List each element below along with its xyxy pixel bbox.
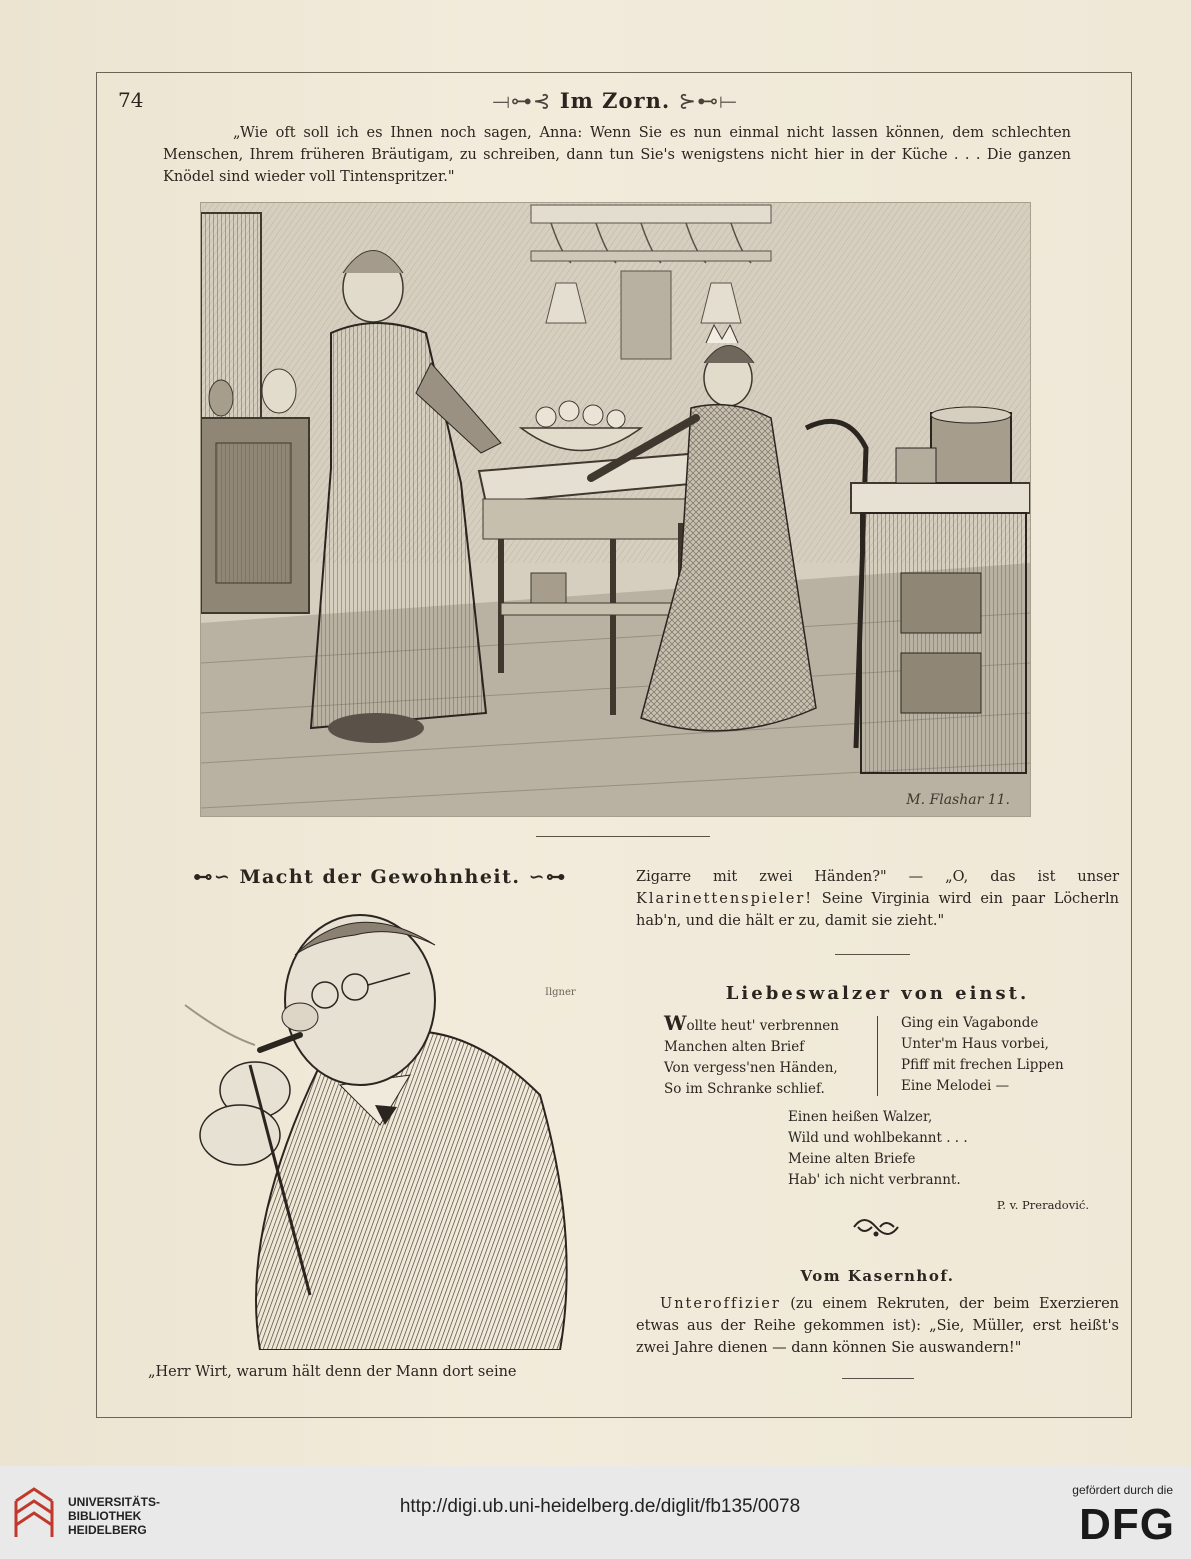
section-title bbox=[180, 866, 580, 888]
title-ornament-right: ⊱⊷⟝ bbox=[678, 89, 738, 113]
poem-line: Manchen alten Brief bbox=[664, 1039, 805, 1055]
section-ornament-right: ∽⊶ bbox=[528, 866, 567, 888]
anecdote-speaker: Unteroffizier bbox=[660, 1296, 781, 1312]
poem-line: So im Schranke schlief. bbox=[664, 1081, 825, 1097]
institution-name: UNIVERSITÄTS- BIBLIOTHEK HEIDELBERG bbox=[68, 1495, 161, 1537]
page-title bbox=[470, 88, 760, 114]
poem-stanza-2 bbox=[901, 1013, 1064, 1097]
kitchen-illustration bbox=[200, 202, 1031, 817]
title-text: Im Zorn. bbox=[559, 88, 671, 113]
cartoon-caption-start: „Herr Wirt, warum hält denn der Mann dort seine bbox=[148, 1364, 517, 1380]
divider-rule-3 bbox=[842, 1378, 914, 1379]
university-logo-icon bbox=[10, 1483, 60, 1543]
poem-line: Hab' ich nicht verbrannt. bbox=[788, 1172, 961, 1188]
page-number: 74 bbox=[118, 88, 144, 112]
cartoon-signature: Ilgner bbox=[545, 987, 576, 998]
smoker-drawing bbox=[160, 895, 600, 1350]
divider-rule-2 bbox=[835, 954, 910, 955]
stanza-divider bbox=[877, 1016, 878, 1096]
source-url-link[interactable]: http://digi.ub.uni-heidelberg.de/diglit/fb135/0078 bbox=[399, 1496, 801, 1517]
poem-line: Unter'm Haus vorbei, bbox=[901, 1036, 1049, 1052]
funded-by-label: gefördert durch die bbox=[1072, 1483, 1173, 1497]
divider-rule bbox=[536, 836, 710, 837]
anecdote-body: (zu einem Rekruten, der beim Exerzieren etwas aus der Reihe gekommen ist): „Sie, Müller, erst heißt's zwei Jahre dienen — dann können Sie auswandern!" bbox=[636, 1296, 1120, 1356]
poem-line: Eine Melodei — bbox=[901, 1078, 1010, 1094]
poem-line: Meine alten Briefe bbox=[788, 1151, 916, 1167]
section-title-text: Macht der Gewohnheit. bbox=[239, 866, 521, 888]
title-ornament-left: ⟞⊶⊰ bbox=[492, 89, 552, 113]
cartoon-caption-continued bbox=[636, 866, 1119, 932]
cartoon-illustration bbox=[160, 895, 600, 1350]
poem-author: P. v. Preradović. bbox=[996, 1198, 1089, 1212]
kitchen-scene-drawing bbox=[201, 203, 1030, 816]
poem-line: Wild und wohlbekannt . . . bbox=[788, 1130, 968, 1146]
poem-line: Ging ein Vagabonde bbox=[901, 1015, 1039, 1031]
illustration-signature: M. Flashar 11. bbox=[906, 792, 1010, 808]
anecdote-title: Vom Kasernhof. bbox=[800, 1267, 955, 1285]
fleuron-ornament bbox=[846, 1212, 906, 1242]
poem-line: Von vergess'nen Händen, bbox=[664, 1060, 838, 1076]
caption-rest: Seine Virginia wird ein paar Löcherln hab'n, und die hält er zu, damit sie zieht." bbox=[636, 891, 1120, 929]
poem-stanza-3 bbox=[788, 1107, 968, 1191]
drop-cap: W bbox=[664, 1011, 687, 1035]
section-ornament-left: ⊷∽ bbox=[193, 866, 232, 888]
dfg-logo: DFG bbox=[1079, 1500, 1175, 1549]
anecdote-text bbox=[636, 1293, 1119, 1359]
caption-lead: Zigarre mit zwei Händen?" — „O, das ist unser bbox=[636, 869, 1119, 885]
top-caption: „Wie oft soll ich es Ihnen noch sagen, Anna: Wenn Sie es nun einmal nicht lassen können, dem schlechten Menschen, Ihrem früheren Bräutigam, zu schreiben, dann tun Sie's wenigstens nicht hier in der Küche . . . Die ganzen Knödel sind wieder voll Tintenspritzer." bbox=[163, 125, 1071, 185]
poem-title: Liebeswalzer von einst. bbox=[725, 983, 1030, 1004]
poem-line: Einen heißen Walzer, bbox=[788, 1109, 933, 1125]
poem-stanza-1 bbox=[664, 1013, 839, 1100]
poem-line: Pfiff mit frechen Lippen bbox=[901, 1057, 1064, 1073]
poem-line: Wollte heut' verbrennen bbox=[664, 1011, 839, 1035]
caption-spaced-word: Klarinettenspieler! bbox=[636, 891, 814, 907]
